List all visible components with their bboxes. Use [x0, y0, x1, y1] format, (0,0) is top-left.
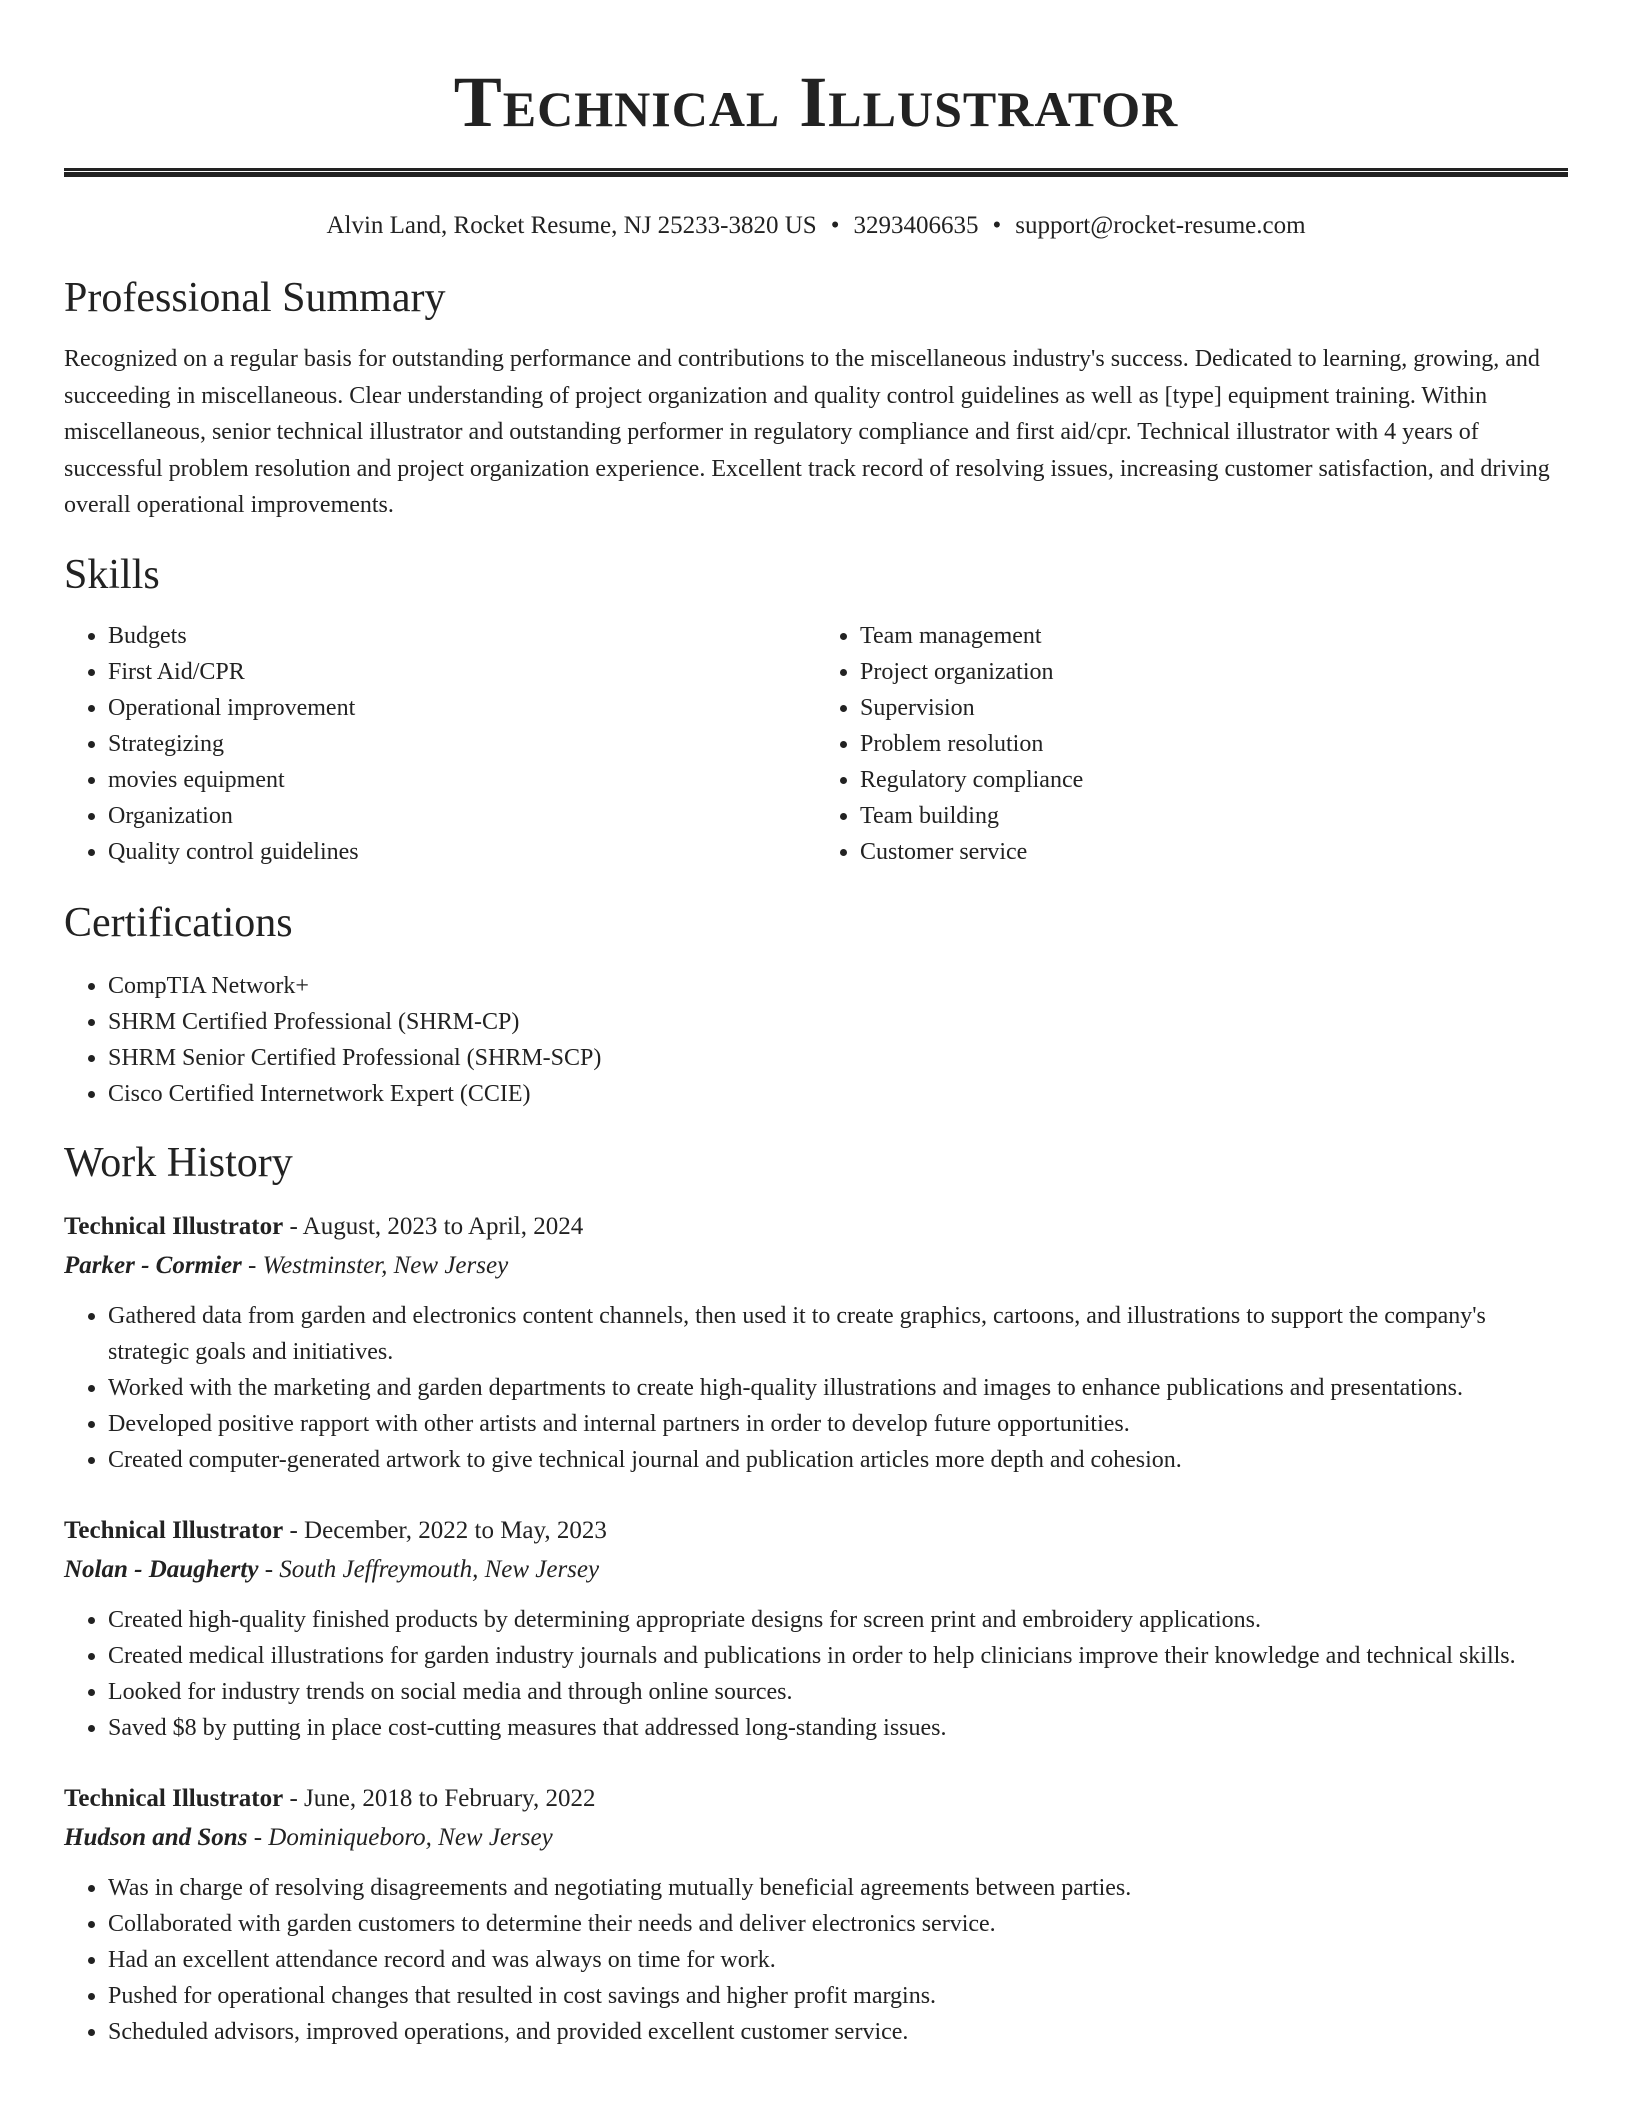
title-divider — [64, 168, 1568, 177]
job-duty: • Created computer-generated artwork to give technical journal and publication articles more depth and cohesion. — [108, 1442, 1568, 1478]
company-line — [64, 1818, 1568, 1858]
certifications-heading: Certifications — [64, 899, 293, 946]
skill-item: • movies equipment — [108, 762, 816, 798]
skill-item: • Quality control guidelines — [108, 834, 816, 870]
skills-list-left — [64, 618, 816, 870]
certification-item: • CompTIA Network+ — [108, 968, 1568, 1004]
certification-item: • SHRM Certified Professional (SHRM-CP) — [108, 1004, 1568, 1040]
job-duty: • Had an excellent attendance record and was always on time for work. — [108, 1942, 1568, 1978]
resume-title: Technical Illustrator — [453, 62, 1179, 142]
contact-address: Alvin Land, Rocket Resume, NJ 25233-3820 US — [326, 212, 817, 239]
job-duty: • Scheduled advisors, improved operations, and provided excellent customer service. — [108, 2014, 1568, 2050]
skill-item: • Regulatory compliance — [860, 762, 1568, 798]
company-name: Hudson and Sons — [64, 1823, 248, 1851]
company-line — [64, 1550, 1568, 1590]
job-entry — [64, 1208, 1568, 1478]
job-duty: • Saved $8 by putting in place cost-cutting measures that addressed long-standing issues. — [108, 1710, 1568, 1746]
job-title: Technical Illustrator — [64, 1516, 284, 1544]
company-name: Parker - Cormier — [64, 1251, 242, 1279]
skills-columns — [64, 618, 1568, 870]
job-duty: • Worked with the marketing and garden departments to create high-quality illustrations and images to enhance publications and presentations. — [108, 1370, 1568, 1406]
job-duty: • Looked for industry trends on social media and through online sources. — [108, 1674, 1568, 1710]
skill-item: • Budgets — [108, 618, 816, 654]
contact-phone: 3293406635 — [853, 212, 979, 239]
contact-separator: • — [992, 212, 1002, 239]
job-entry — [64, 1780, 1568, 2050]
job-duties-list — [64, 1298, 1568, 1478]
job-dates: - June, 2018 to February, 2022 — [283, 1784, 596, 1812]
company-location: - South Jeffreymouth, New Jersey — [258, 1555, 600, 1583]
job-entry — [64, 1512, 1568, 1746]
job-duty: • Created high-quality finished products by determining appropriate designs for screen print and embroidery applications. — [108, 1602, 1568, 1638]
skill-item: • Problem resolution — [860, 726, 1568, 762]
skill-item: • Organization — [108, 798, 816, 834]
job-dates: - December, 2022 to May, 2023 — [283, 1516, 607, 1544]
job-duty: • Pushed for operational changes that resulted in cost savings and higher profit margins. — [108, 1978, 1568, 2014]
certifications-list — [64, 968, 1568, 1112]
company-location: - Dominiqueboro, New Jersey — [247, 1823, 553, 1851]
skills-heading: Skills — [64, 551, 160, 598]
job-title-line — [64, 1780, 1568, 1818]
skill-item: • Project organization — [860, 654, 1568, 690]
skill-item: • Supervision — [860, 690, 1568, 726]
skill-item: • Strategizing — [108, 726, 816, 762]
job-dates: - August, 2023 to April, 2024 — [283, 1212, 584, 1240]
company-location: - Westminster, New Jersey — [241, 1251, 509, 1279]
job-duty: • Developed positive rapport with other artists and internal partners in order to develop future opportunities. — [108, 1406, 1568, 1442]
skills-list-right — [816, 618, 1568, 870]
job-duty: • Collaborated with garden customers to determine their needs and deliver electronics service. — [108, 1906, 1568, 1942]
certification-item: • SHRM Senior Certified Professional (SHRM-SCP) — [108, 1040, 1568, 1076]
job-duties-list — [64, 1870, 1568, 2050]
skill-item: • Team building — [860, 798, 1568, 834]
contact-email: support@rocket-resume.com — [1015, 212, 1306, 239]
work-history-heading: Work History — [64, 1139, 293, 1186]
skill-item: • Customer service — [860, 834, 1568, 870]
contact-separator: • — [830, 212, 840, 239]
job-duty: • Created medical illustrations for garden industry journals and publications in order to help clinicians improve their knowledge and technical skills. — [108, 1638, 1568, 1674]
skill-item: • Operational improvement — [108, 690, 816, 726]
contact-line — [64, 211, 1568, 241]
job-duty: • Was in charge of resolving disagreements and negotiating mutually beneficial agreements between parties. — [108, 1870, 1568, 1906]
certification-item: • Cisco Certified Internetwork Expert (CCIE) — [108, 1076, 1568, 1112]
job-duty: • Gathered data from garden and electronics content channels, then used it to create graphics, cartoons, and illustrations to support the company's strategic goals and initiatives. — [108, 1298, 1568, 1370]
job-duties-list — [64, 1602, 1568, 1746]
summary-text: Recognized on a regular basis for outstanding performance and contributions to the miscellaneous industry's success. Dedicated to learning, growing, and succeeding in miscellaneous. Clear understanding of project organization and quality control guidelines as well as [type] equipment training. Within miscellaneous, senior technical illustrator and outstanding performer in regulatory compliance and first aid/cpr. Technical illustrator with 4 years of successful problem resolution and project organization experience. Excellent track record of resolving issues, increasing customer satisfaction, and driving overall operational improvements. — [64, 346, 1550, 518]
job-title: Technical Illustrator — [64, 1784, 284, 1812]
job-title: Technical Illustrator — [64, 1212, 284, 1240]
skill-item: • Team management — [860, 618, 1568, 654]
skill-item: • First Aid/CPR — [108, 654, 816, 690]
summary-heading: Professional Summary — [64, 275, 446, 321]
company-line — [64, 1246, 1568, 1286]
job-title-line — [64, 1512, 1568, 1550]
job-title-line — [64, 1208, 1568, 1246]
company-name: Nolan - Daugherty — [64, 1555, 259, 1583]
